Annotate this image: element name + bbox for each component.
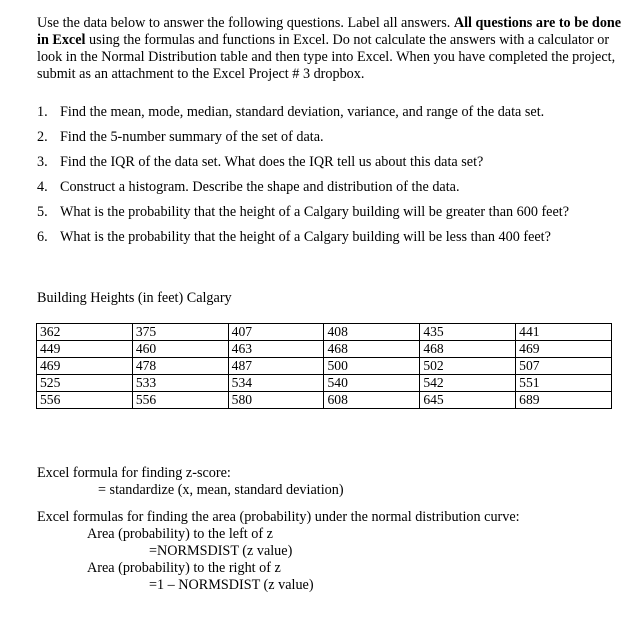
question-text: Find the IQR of the data set. What does the IQR tell us about this data set? [60, 154, 484, 170]
table-cell: 556 [132, 392, 228, 409]
table-cell: 580 [228, 392, 324, 409]
table-cell: 689 [516, 392, 612, 409]
zscore-formula: = standardize (x, mean, standard deviation) [98, 482, 344, 498]
table-cell: 449 [37, 341, 133, 358]
question-number: 6. [37, 229, 48, 245]
instructions-text-2: using the formulas and functions in Excel. Do not calculate the answers with a calculator or look in the Normal Distribution table and then type into Excel. When you have completed the project, submit as an attachment to the Excel Project # 3 dropbox. [37, 32, 616, 82]
table-cell: 435 [420, 324, 516, 341]
table-cell: 441 [516, 324, 612, 341]
question-item [37, 179, 627, 204]
table-cell: 533 [132, 375, 228, 392]
table-row [37, 392, 612, 409]
question-number: 5. [37, 204, 48, 220]
table-cell: 551 [516, 375, 612, 392]
question-text: Find the 5-number summary of the set of data. [60, 129, 324, 145]
table-row [37, 358, 612, 375]
table-row [37, 324, 612, 341]
table-cell: 556 [37, 392, 133, 409]
table-cell: 500 [324, 358, 420, 375]
table-cell: 487 [228, 358, 324, 375]
table-cell: 645 [420, 392, 516, 409]
table-title: Building Heights (in feet) Calgary [37, 290, 232, 306]
question-text: Find the mean, mode, median, standard deviation, variance, and range of the data set. [60, 104, 545, 120]
table-cell: 468 [420, 341, 516, 358]
table-cell: 542 [420, 375, 516, 392]
question-list [37, 104, 627, 254]
right-area-label: Area (probability) to the right of z [87, 560, 281, 576]
question-text: Construct a histogram. Describe the shape and distribution of the data. [60, 179, 460, 195]
question-number: 4. [37, 179, 48, 195]
table-cell: 463 [228, 341, 324, 358]
question-item [37, 229, 627, 254]
table-cell: 478 [132, 358, 228, 375]
table-cell: 534 [228, 375, 324, 392]
table-row [37, 341, 612, 358]
building-heights-table [36, 323, 612, 409]
left-area-formula: =NORMSDIST (z value) [149, 543, 293, 559]
table-cell: 540 [324, 375, 420, 392]
question-number: 2. [37, 129, 48, 145]
table-cell: 375 [132, 324, 228, 341]
question-item [37, 204, 627, 229]
right-area-formula: =1 – NORMSDIST (z value) [149, 577, 314, 593]
table-cell: 469 [37, 358, 133, 375]
zscore-heading: Excel formula for finding z-score: [37, 465, 231, 481]
table-cell: 362 [37, 324, 133, 341]
question-text: What is the probability that the height of a Calgary building will be greater than 600 feet? [60, 204, 570, 220]
table-cell: 507 [516, 358, 612, 375]
instructions-paragraph [37, 15, 627, 83]
instructions-bold-text: All questions are to be done in Excel [37, 15, 622, 48]
question-item [37, 104, 627, 129]
table-cell: 608 [324, 392, 420, 409]
excel-formulas-section [37, 465, 627, 594]
table-cell: 525 [37, 375, 133, 392]
table-cell: 502 [420, 358, 516, 375]
instructions-text-1: Use the data below to answer the following questions. Label all answers. [37, 15, 454, 31]
question-item [37, 129, 627, 154]
table-row [37, 375, 612, 392]
table-cell: 460 [132, 341, 228, 358]
question-item [37, 154, 627, 179]
table-cell: 408 [324, 324, 420, 341]
question-text: What is the probability that the height of a Calgary building will be less than 400 feet? [60, 229, 551, 245]
question-number: 1. [37, 104, 48, 120]
table-cell: 407 [228, 324, 324, 341]
left-area-label: Area (probability) to the left of z [87, 526, 273, 542]
question-number: 3. [37, 154, 48, 170]
table-cell: 468 [324, 341, 420, 358]
area-heading: Excel formulas for finding the area (probability) under the normal distribution curve: [37, 509, 520, 525]
section-gap [37, 499, 627, 509]
table-cell: 469 [516, 341, 612, 358]
